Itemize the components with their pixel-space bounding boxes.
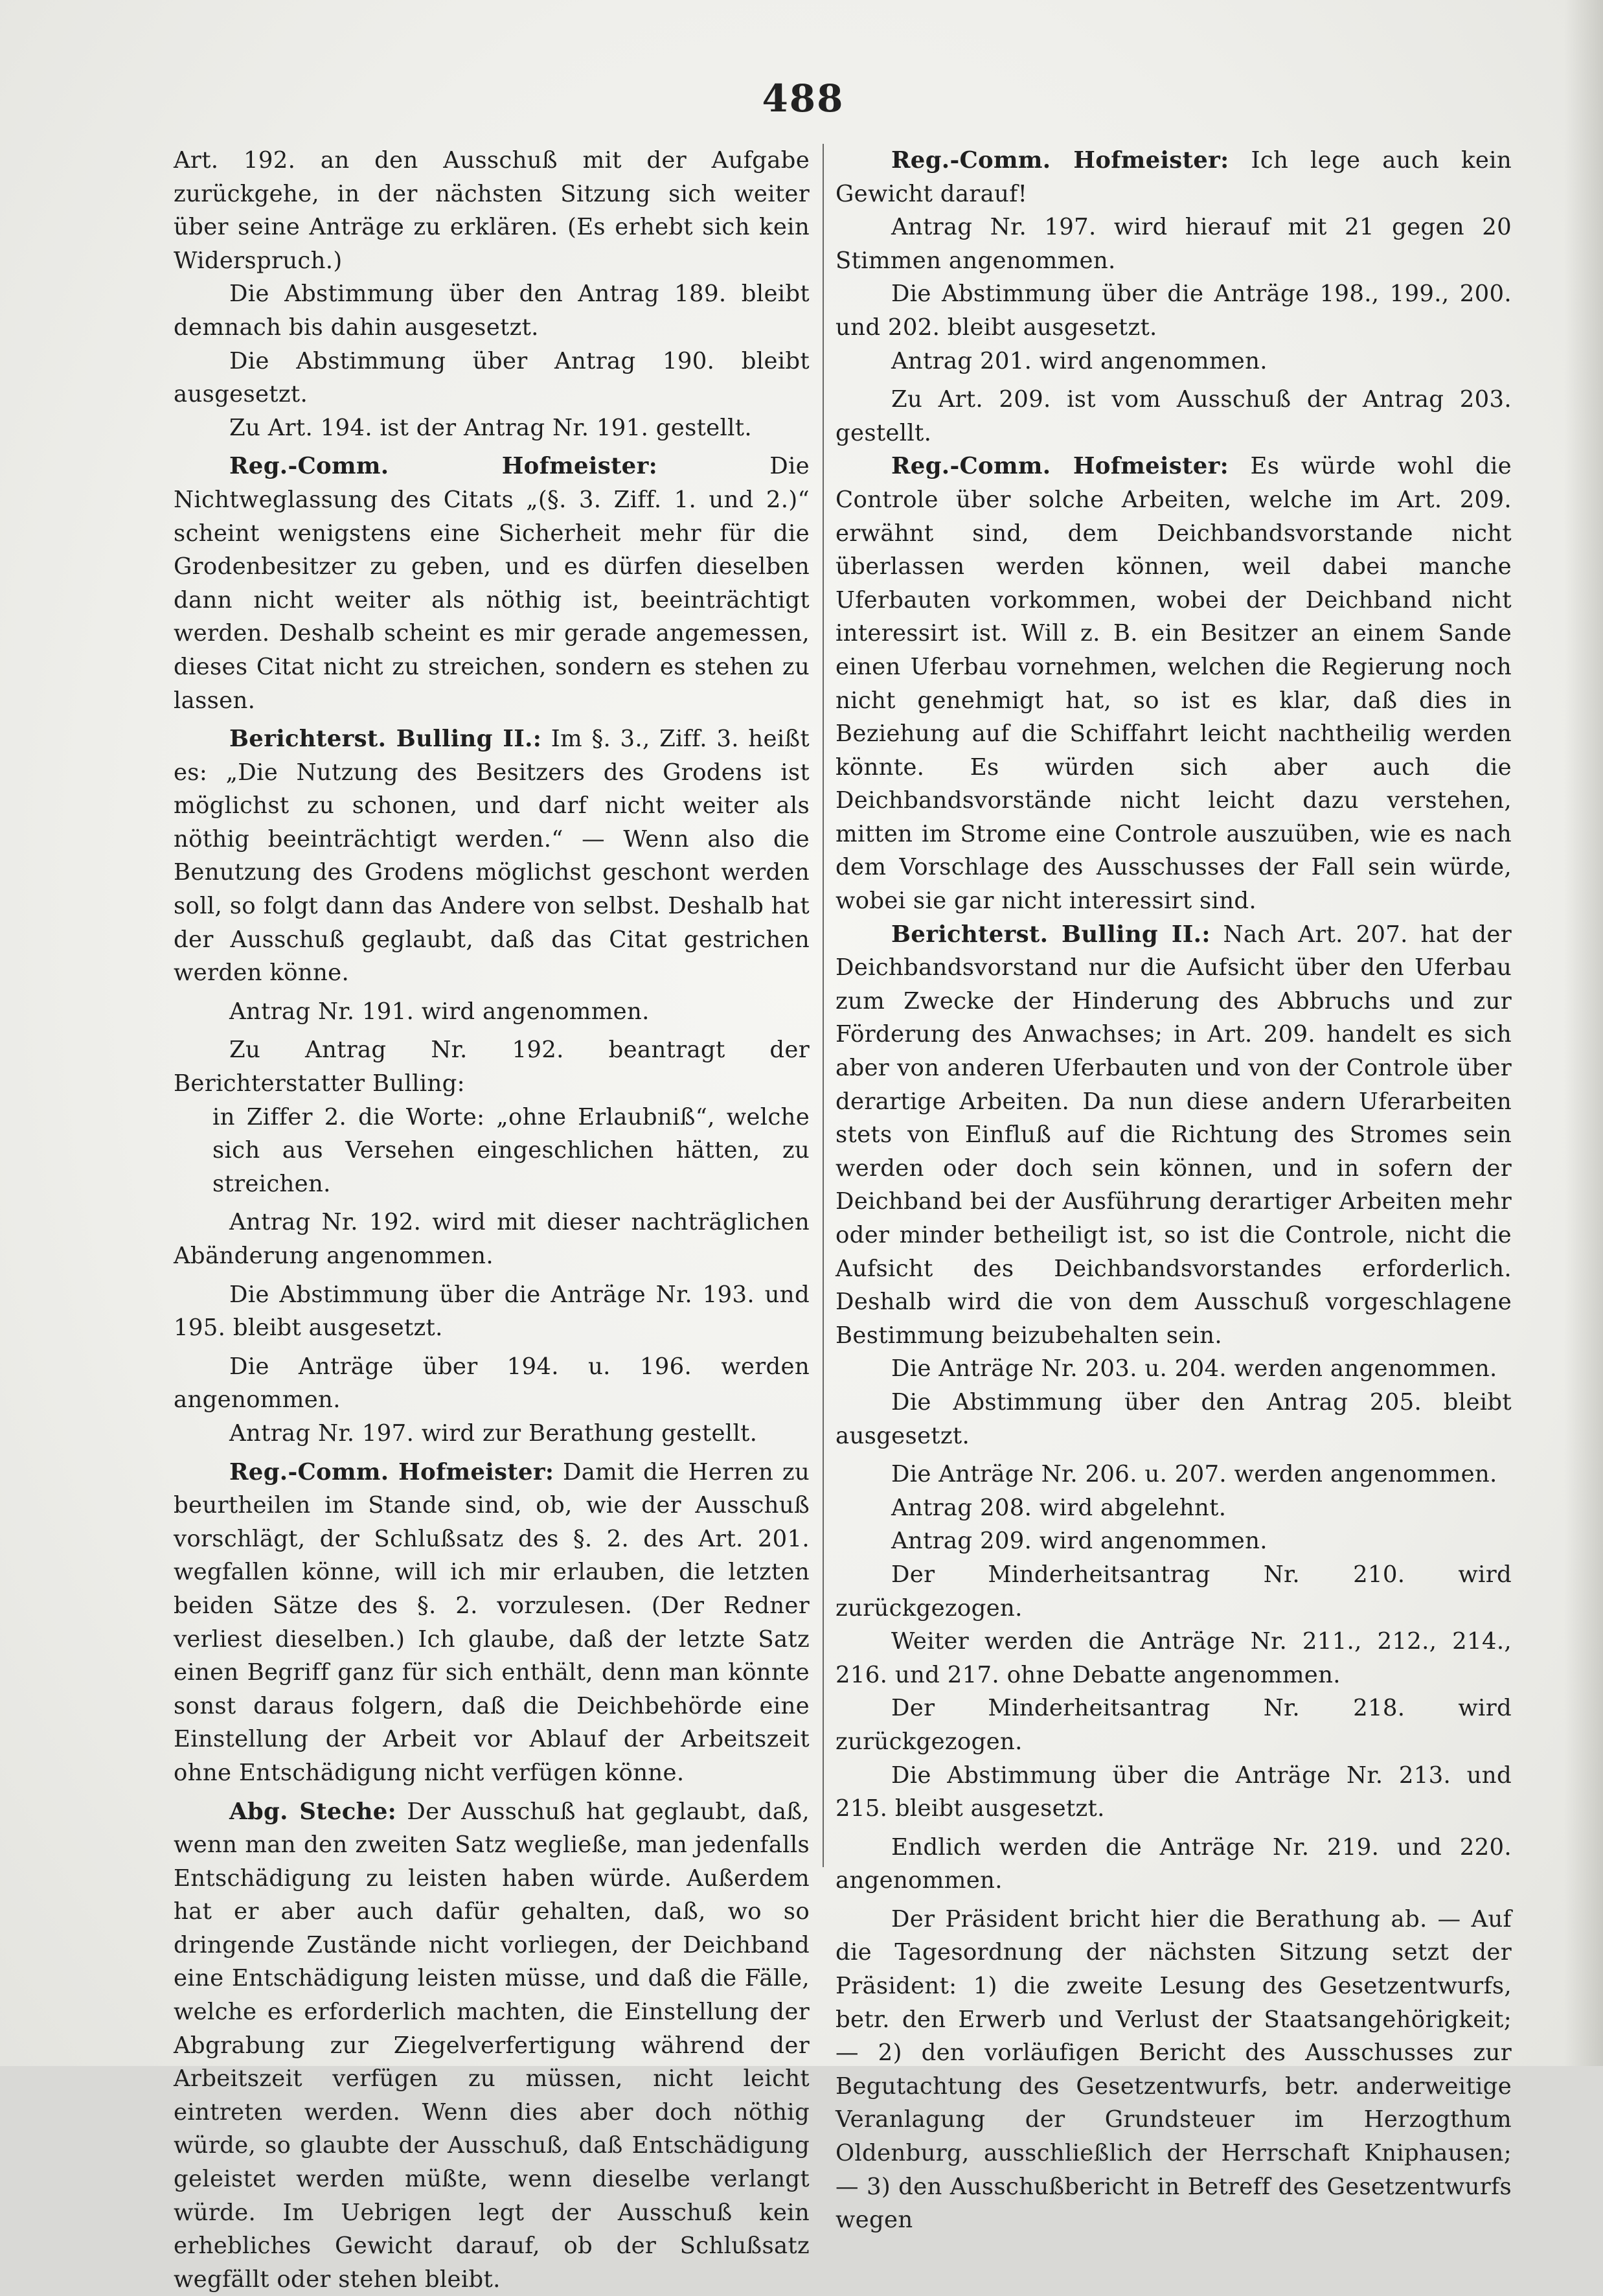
- paragraph-text: Die Nichtweglassung des Citats „(§. 3. Ziff. 1. und 2.)“ scheint wenigstens eine Sicherheit mehr für die Grodenbesitzer zu geben, und es dürfen dieselben dann nicht weiter als nöthig ist, beeinträchtigt werden. Deshalb scheint es mir gerade angemessen, dieses Citat nicht zu streichen, sondern es stehen zu lassen.: [174, 453, 810, 713]
- column-divider: [823, 144, 824, 1867]
- paragraph: [174, 1033, 810, 1100]
- speaker-label: Berichterst. Bulling II.:: [891, 921, 1211, 948]
- paragraph-text: Antrag 201. wird angenommen.: [891, 348, 1268, 374]
- paragraph: [836, 1692, 1512, 1758]
- paragraph-text: Der Minderheitsantrag Nr. 210. wird zurückgezogen.: [836, 1561, 1512, 1622]
- paragraph: [174, 1278, 810, 1345]
- paragraph: [836, 383, 1512, 450]
- paragraph-text: Antrag Nr. 191. wird angenommen.: [229, 998, 650, 1025]
- paragraph-text: Ich lege auch kein Gewicht darauf!: [836, 147, 1512, 207]
- paragraph: [836, 345, 1512, 378]
- paragraph-text: Endlich werden die Anträge Nr. 219. und 220. angenommen.: [836, 1834, 1512, 1894]
- paragraph: [174, 144, 810, 277]
- paragraph: [174, 1417, 810, 1451]
- paragraph-text: Antrag Nr. 197. wird hierauf mit 21 gegen 20 Stimmen angenommen.: [836, 214, 1512, 274]
- paragraph: [836, 1458, 1512, 1491]
- paragraph: [836, 1625, 1512, 1692]
- paragraph: [174, 1206, 810, 1272]
- paragraph: [836, 1491, 1512, 1525]
- paragraph-text: Weiter werden die Anträge Nr. 211., 212., 214., 216. und 217. ohne Debatte angenommen.: [836, 1628, 1512, 1688]
- paragraph-text: Die Abstimmung über die Anträge Nr. 193. und 195. bleibt ausgesetzt.: [174, 1281, 810, 1342]
- paragraph-text: Antrag 209. wird angenommen.: [891, 1528, 1268, 1554]
- paragraph-text: Der Ausschuß hat geglaubt, daß, wenn man den zweiten Satz wegließe, man jedenfalls Entschädigung zu leisten haben würde. Außerdem hat er aber auch dafür gehalten, daß, wo so dringende Zustände nicht vorliegen, der Deichband eine Entschädigung leisten müsse, und daß die Fälle, welche es erforderlich machten, die Einstellung der Abgrabung zur Ziegelverfertigung während der Arbeitszeit verfügen zu müssen, nicht leicht eintreten werden. Wenn dies aber doch nöthig würde, so glaubte der Ausschuß, daß Entschädigung geleistet werden müßte, wenn dieselbe verlangt würde. Im Uebrigen legt der Ausschuß kein erhebliches Gewicht darauf, ob der Schlußsatz wegfällt oder stehen bleibt.: [174, 1798, 810, 2293]
- paragraph-text: Zu Art. 194. ist der Antrag Nr. 191. gestellt.: [229, 415, 752, 441]
- paragraph: [836, 1831, 1512, 1898]
- speaker-label: Abg. Steche:: [229, 1798, 396, 1825]
- paragraph: [836, 918, 1512, 1353]
- paragraph-text: Es würde wohl die Controle über solche Arbeiten, welche im Art. 209. erwähnt sind, dem Deichbandsvorstande nicht überlassen werden können, weil dabei manche Uferbauten vorkommen, wobei der Deichband nicht interessirt ist. Will z. B. ein Besitzer an einem Sande einen Uferbau vornehmen, welchen die Regierung noch nicht genehmigt hat, so ist es klar, daß dies in Beziehung auf die Schiffahrt leicht nachtheilig werden könnte. Es würden sich aber auch die Deichbandsvorstände nicht leicht dazu verstehen, mitten im Strome eine Controle auszuüben, wie es nach dem Vorschlage des Ausschusses der Fall sein würde, wobei sie gar nicht interessirt sind.: [836, 453, 1512, 914]
- paragraph: [174, 995, 810, 1029]
- paragraph-text: Die Anträge Nr. 206. u. 207. werden angenommen.: [891, 1461, 1497, 1487]
- paragraph-text: in Ziffer 2. die Worte: „ohne Erlaubniß“, welche sich aus Versehen eingeschlichen hätten, zu streichen.: [212, 1104, 810, 1197]
- paragraph: [836, 1524, 1512, 1558]
- paragraph-text: Die Anträge über 194. u. 196. werden angenommen.: [174, 1353, 810, 1414]
- paragraph-text: Die Abstimmung über den Antrag 189. bleibt demnach bis dahin ausgesetzt.: [174, 281, 810, 341]
- paragraph-text: Der Präsident bricht hier die Berathung ab. — Auf die Tagesordnung der nächsten Sitzung setzt der Präsident: 1) die zweite Lesung des Gesetzentwurfs, betr. den Erwerb und Verlust der Staatsangehörigkeit; — 2) den vorläufigen Bericht des Ausschusses zur Begutachtung des Gesetzentwurfs, betr. anderweitige Veranlagung der Grundsteuer im Herzogthum Oldenburg, ausschließlich der Herrschaft Kniphausen; — 3) den Ausschußbericht in Betreff des Gesetzentwurfs wegen: [836, 1906, 1512, 2233]
- paragraph: [174, 722, 810, 990]
- paragraph-text: Die Abstimmung über die Anträge 198., 199., 200. und 202. bleibt ausgesetzt.: [836, 281, 1512, 341]
- paragraph: [836, 1386, 1512, 1452]
- paragraph-text: Der Minderheitsantrag Nr. 218. wird zurückgezogen.: [836, 1695, 1512, 1755]
- paragraph: [836, 1903, 1512, 2237]
- paragraph-text: Die Abstimmung über den Antrag 205. bleibt ausgesetzt.: [836, 1389, 1512, 1449]
- paragraph-text: Nach Art. 207. hat der Deichbandsvorstand nur die Aufsicht über den Uferbau zum Zwecke der Hinderung des Abbruchs und zur Förderung des Anwachses; in Art. 209. handelt es sich aber von anderen Uferbauten und von der Controle über derartige Arbeiten. Da nun diese andern Uferarbeiten stets von Einfluß auf die Richtung des Stromes sein werden oder doch sein können, und in sofern der Deichband bei der Ausführung derartiger Arbeiten mehr oder minder betheiligt ist, so ist die Controle, nicht die Aufsicht des Deichbandsvorstandes erforderlich. Deshalb wird die von dem Ausschuß vorgeschlagene Bestimmung beizubehalten sein.: [836, 921, 1512, 1349]
- paragraph-text: Damit die Herren zu beurtheilen im Stande sind, ob, wie der Ausschuß vorschlägt, der Schlußsatz des §. 2. des Art. 201. wegfallen könne, will ich mir erlauben, die letzten beiden Sätze des §. 2. vorzulesen. (Der Redner verliest dieselben.) Ich glaube, daß der letzte Satz einen Begriff ganz für sich enthält, denn man könnte sonst daraus folgern, daß die Deichbehörde eine Einstellung der Arbeit vor Ablauf der Arbeitszeit ohne Entschädigung nicht verfügen könne.: [174, 1459, 810, 1786]
- paragraph-text: Antrag 208. wird abgelehnt.: [891, 1495, 1226, 1521]
- paragraph-text: Antrag Nr. 197. wird zur Berathung gestellt.: [229, 1420, 757, 1447]
- paragraph: [836, 1759, 1512, 1826]
- speaker-label: Reg.-Comm. Hofmeister:: [229, 453, 657, 479]
- paragraph-text: Im §. 3., Ziff. 3. heißt es: „Die Nutzung des Besitzers des Grodens ist möglichst zu schonen, und darf nicht weiter als nöthig beeinträchtigt werden.“ — Wenn also die Benutzung des Grodens möglichst geschont werden soll, so folgt dann das Andere von selbst. Deshalb hat der Ausschuß geglaubt, daß das Citat gestrichen werden könne.: [174, 726, 810, 986]
- paragraph: [836, 277, 1512, 344]
- speaker-label: Berichterst. Bulling II.:: [229, 726, 541, 752]
- speaker-label: Reg.-Comm. Hofmeister:: [229, 1459, 554, 1486]
- paragraph: [174, 1456, 810, 1790]
- page-edge-shadow: [1564, 0, 1603, 2066]
- paragraph-text: Die Abstimmung über Antrag 190. bleibt ausgesetzt.: [174, 348, 810, 408]
- paragraph: [174, 1795, 810, 2296]
- paragraph: [174, 1350, 810, 1417]
- paragraph: [836, 1558, 1512, 1625]
- paragraph: [836, 144, 1512, 211]
- page-number: 488: [758, 76, 848, 121]
- left-column: [174, 144, 810, 2296]
- right-column: [836, 144, 1512, 2237]
- paragraph-text: Art. 192. an den Ausschuß mit der Aufgabe zurückgehe, in der nächsten Sitzung sich weiter über seine Anträge zu erklären. (Es erhebt sich kein Widerspruch.): [174, 147, 810, 274]
- paragraph: [174, 277, 810, 344]
- paragraph-text: Antrag Nr. 192. wird mit dieser nachträglichen Abänderung angenommen.: [174, 1209, 810, 1269]
- paragraph: [836, 1352, 1512, 1386]
- speaker-label: Reg.-Comm. Hofmeister:: [891, 453, 1229, 479]
- paragraph-text: Die Abstimmung über die Anträge Nr. 213. und 215. bleibt ausgesetzt.: [836, 1762, 1512, 1822]
- paragraph: [836, 211, 1512, 277]
- paragraph-text: Die Anträge Nr. 203. u. 204. werden angenommen.: [891, 1355, 1497, 1382]
- paragraph-text: Zu Antrag Nr. 192. beantragt der Berichterstatter Bulling:: [174, 1037, 810, 1097]
- paragraph: [174, 411, 810, 445]
- paragraph: [174, 450, 810, 717]
- paragraph: [836, 450, 1512, 917]
- paragraph-text: Zu Art. 209. ist vom Ausschuß der Antrag 203. gestellt.: [836, 386, 1512, 446]
- paragraph: [174, 1101, 810, 1201]
- speaker-label: Reg.-Comm. Hofmeister:: [891, 147, 1229, 174]
- paragraph: [174, 345, 810, 411]
